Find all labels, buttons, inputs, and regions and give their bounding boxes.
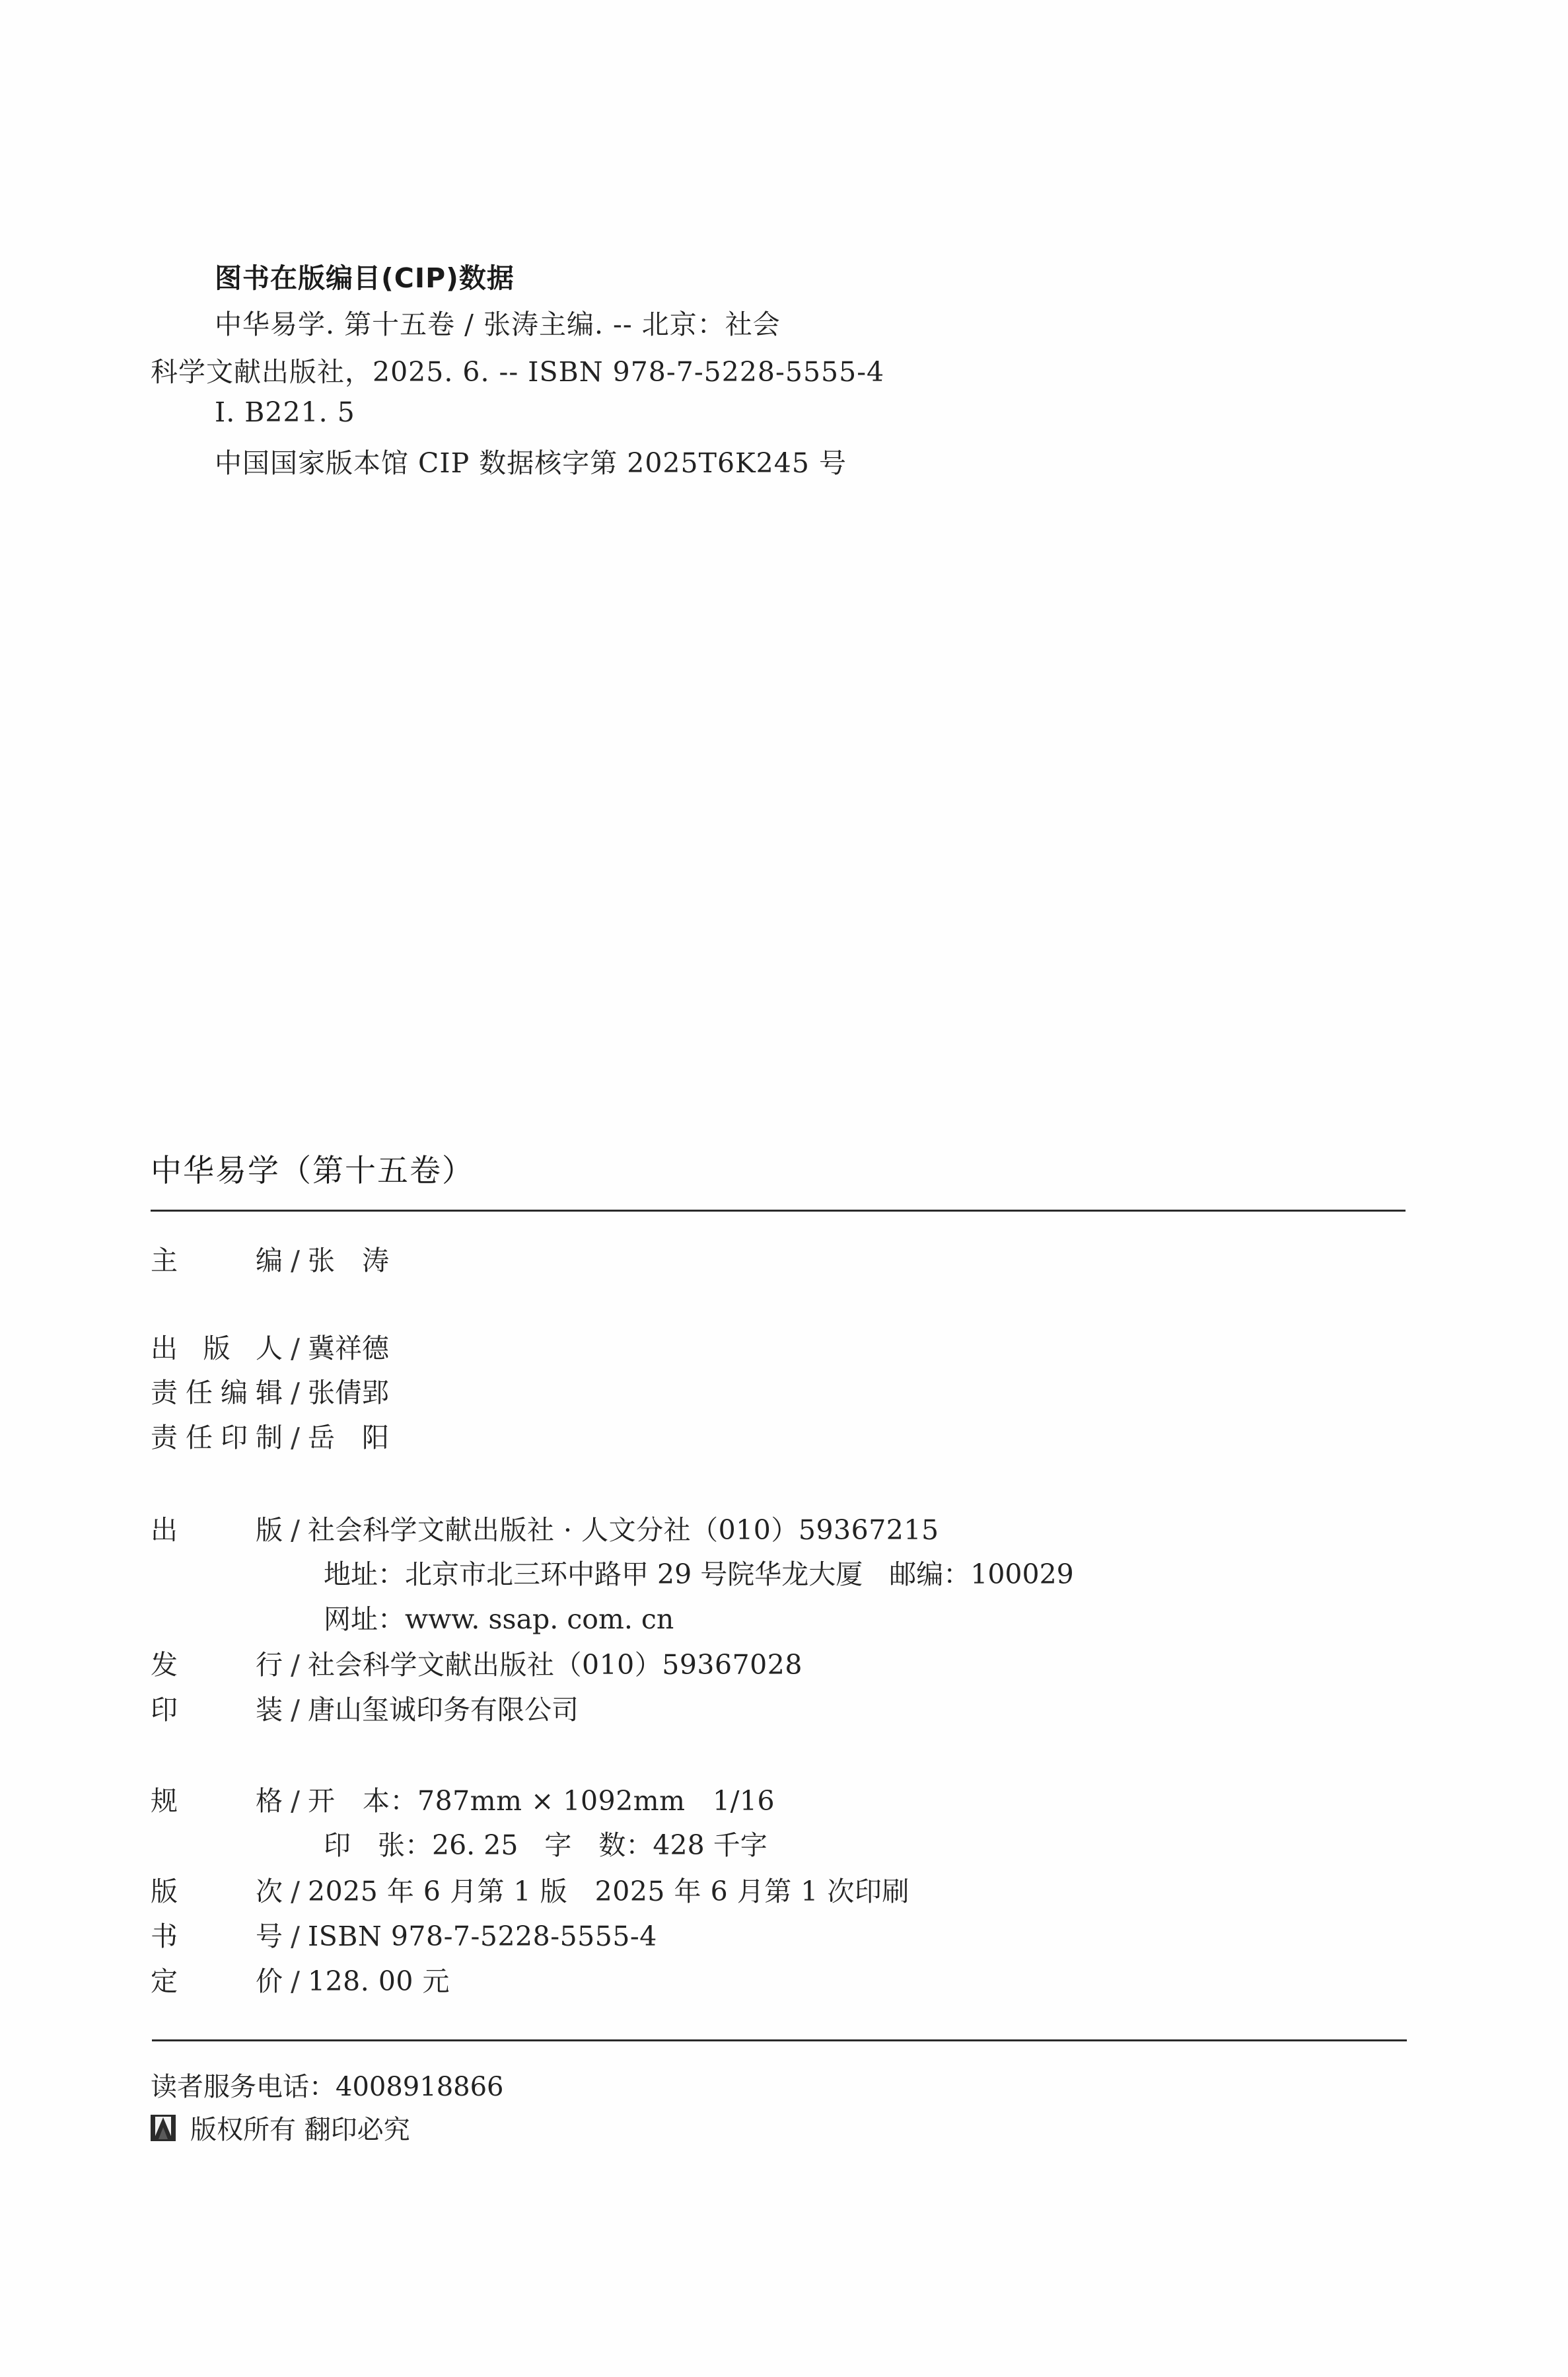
ssap-logo-icon: [151, 2115, 176, 2141]
credit-printing: [151, 1688, 579, 1727]
credit-value: 社会科学文献出版社（010）59367028: [308, 1649, 802, 1681]
words-label: 字 数：: [544, 1829, 653, 1861]
divider-top: [151, 1210, 1406, 1212]
website-label: 网址：: [324, 1603, 405, 1635]
book-title: 中华易学（第十五卷）: [151, 1153, 474, 1189]
credit-value: 2025 年 6 月第 1 版 2025 年 6 月第 1 次印刷: [308, 1876, 909, 1907]
credit-responsible-printing: [151, 1416, 389, 1455]
separator: /: [291, 1785, 300, 1817]
address-value: 北京市北三环中路甲 29 号院华龙大厦: [405, 1558, 863, 1590]
postcode-label: 邮编：: [889, 1558, 971, 1590]
format-line: [308, 1779, 775, 1818]
credit-value: 冀祥德: [308, 1333, 389, 1364]
separator: /: [291, 1694, 300, 1726]
website-link[interactable]: www. ssap. com. cn: [405, 1603, 674, 1635]
credit-value: 张 涛: [308, 1245, 389, 1276]
cip-heading: 图书在版编目(CIP)数据: [215, 262, 515, 294]
credit-label: 规 格: [151, 1785, 283, 1817]
credit-label: 责 任 印 制: [151, 1422, 283, 1453]
credit-value: 128. 00 元: [308, 1965, 450, 1997]
credit-label: 定 价: [151, 1965, 283, 1997]
credit-distribution: [151, 1643, 802, 1682]
credit-isbn: [151, 1915, 657, 1954]
separator: /: [291, 1333, 300, 1364]
cip-line-2: 科学文献出版社，2025. 6. -- ISBN 978-7-5228-5555-4: [151, 356, 885, 388]
reader-service-line: [151, 2066, 504, 2103]
credit-label: 出 版: [151, 1514, 283, 1546]
address-label: 地址：: [324, 1558, 405, 1590]
credit-label: 书 号: [151, 1920, 283, 1952]
credit-label: 发 行: [151, 1649, 283, 1681]
sheets-value: 26. 25: [432, 1829, 518, 1861]
credit-value: 社会科学文献出版社 · 人文分社（010）59367215: [308, 1514, 939, 1546]
cip-classification: Ⅰ. B221. 5: [215, 396, 355, 428]
credit-value: 岳 阳: [308, 1422, 389, 1453]
credit-value: 唐山玺诚印务有限公司: [308, 1694, 579, 1726]
separator: /: [291, 1920, 300, 1952]
format-label: 开 本：: [308, 1785, 417, 1817]
credit-responsible-editor: [151, 1371, 389, 1410]
sheets-words-line: [324, 1823, 767, 1862]
postcode-value: 100029: [970, 1558, 1074, 1590]
separator: /: [291, 1876, 300, 1907]
reader-service-phone: 4008918866: [336, 2072, 504, 2102]
separator: /: [291, 1514, 300, 1546]
credit-edition: [151, 1870, 909, 1909]
credit-publishing: [151, 1508, 939, 1547]
separator: /: [291, 1245, 300, 1276]
credit-value: 张倩郢: [308, 1377, 389, 1408]
credit-specs: [151, 1779, 775, 1818]
credit-label: 主 编: [151, 1245, 283, 1276]
copyright-text: 版权所有 翻印必究: [190, 2115, 410, 2145]
reader-service-label: 读者服务电话：: [151, 2072, 336, 2102]
publisher-website-line: [324, 1597, 674, 1636]
copyright-line: [151, 2109, 410, 2146]
credit-publisher-person: [151, 1327, 389, 1366]
separator: /: [291, 1965, 300, 1997]
divider-bottom: [152, 2039, 1407, 2041]
cip-approval-number: 中国国家版本馆 CIP 数据核字第 2025T6K245 号: [215, 447, 847, 479]
sheets-label: 印 张：: [324, 1829, 432, 1861]
credit-label: 出 版 人: [151, 1333, 283, 1364]
publisher-address-line: [324, 1553, 1074, 1591]
separator: /: [291, 1422, 300, 1453]
credit-chief-editor: [151, 1239, 389, 1278]
format-value: 787mm × 1092mm 1/16: [417, 1785, 775, 1817]
words-value: 428 千字: [653, 1829, 767, 1861]
credit-price: [151, 1959, 450, 1998]
separator: /: [291, 1377, 300, 1408]
credit-label: 版 次: [151, 1876, 283, 1907]
separator: /: [291, 1649, 300, 1681]
credit-label: 印 装: [151, 1694, 283, 1726]
credit-value: ISBN 978-7-5228-5555-4: [308, 1920, 657, 1952]
credit-label: 责 任 编 辑: [151, 1377, 283, 1408]
cip-line-1: 中华易学. 第十五卷 / 张涛主编. -- 北京：社会: [215, 309, 781, 340]
